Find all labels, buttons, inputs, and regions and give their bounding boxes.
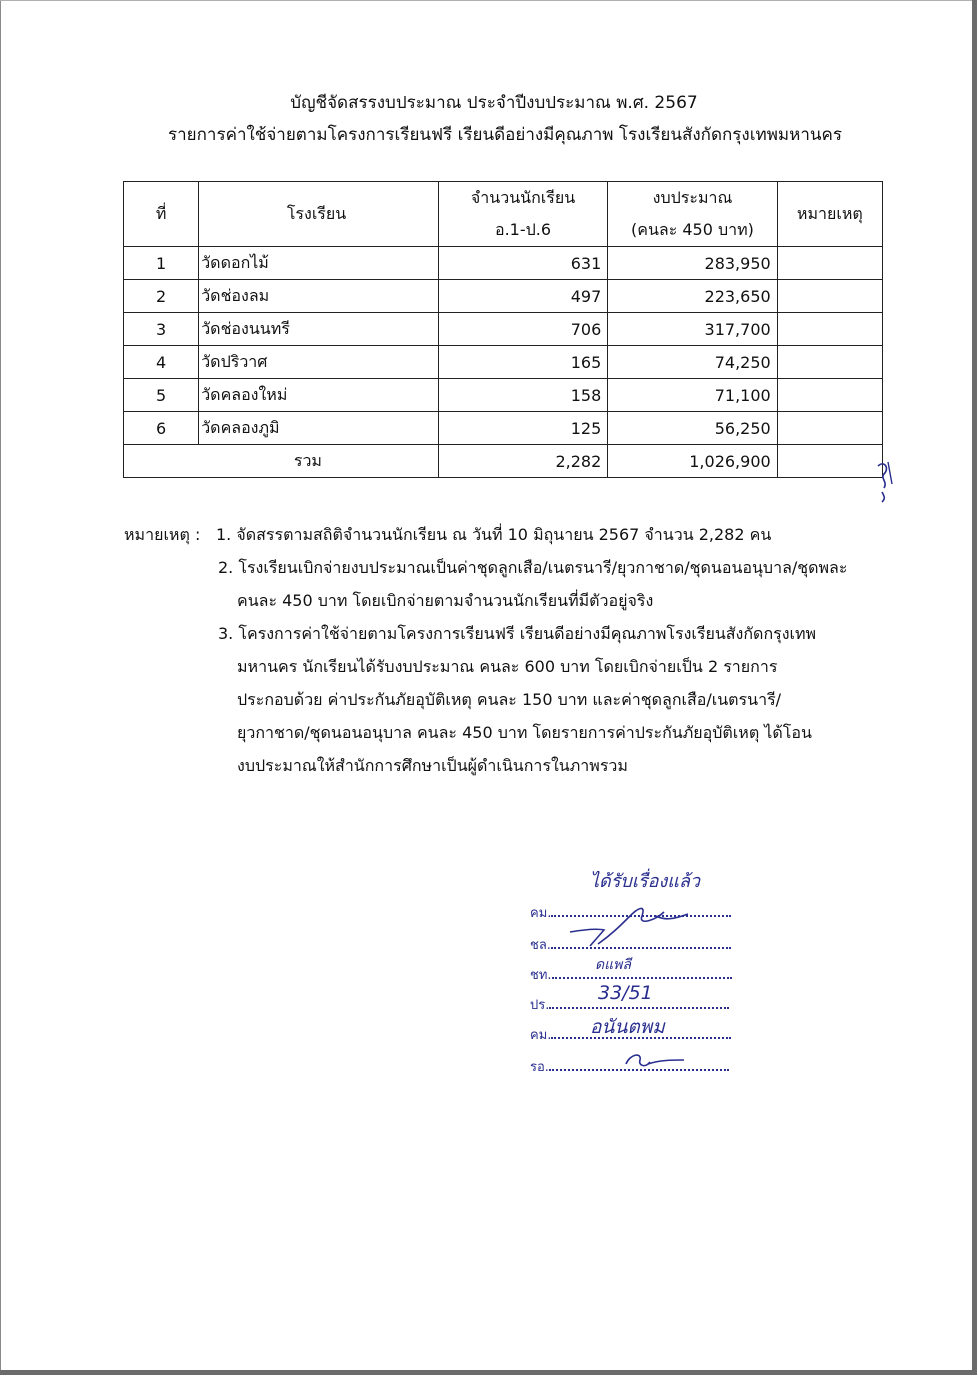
- stamp-label: รอ.: [530, 1060, 549, 1075]
- header-students-line2: อ.1-ป.6: [494, 220, 552, 239]
- header-budget-line1: งบประมาณ: [652, 188, 733, 207]
- table-row: [124, 346, 883, 379]
- total-label: รวม: [124, 445, 439, 478]
- header-students: [438, 182, 607, 247]
- page-border-top: [0, 0, 972, 1]
- row-school: วัดช่องลม: [199, 280, 439, 313]
- received-stamp: [530, 860, 760, 1090]
- header-budget: [608, 182, 777, 247]
- row-no: 4: [124, 346, 199, 379]
- row-note: [777, 412, 882, 445]
- row-students: 706: [438, 313, 607, 346]
- table-row: [124, 280, 883, 313]
- handwritten-entry: อนันตพม: [590, 1016, 665, 1038]
- row-no: 3: [124, 313, 199, 346]
- row-no: 2: [124, 280, 199, 313]
- stamp-heading: ได้รับเรื่องแล้ว: [590, 871, 700, 892]
- header-no: ที่: [124, 182, 199, 247]
- row-budget: 71,100: [608, 379, 777, 412]
- row-budget: 74,250: [608, 346, 777, 379]
- total-note: [777, 445, 882, 478]
- budget-table: [123, 181, 883, 478]
- stamp-label: ชล.: [530, 938, 551, 953]
- header-students-line1: จำนวนนักเรียน: [470, 188, 576, 207]
- row-students: 165: [438, 346, 607, 379]
- stamp-label: คม.: [530, 906, 552, 921]
- row-no: 6: [124, 412, 199, 445]
- row-students: 158: [438, 379, 607, 412]
- initials-mark: [870, 458, 900, 506]
- stamp-label: ชท.: [530, 968, 552, 983]
- total-students: 2,282: [438, 445, 607, 478]
- table-row: [124, 313, 883, 346]
- row-no: 5: [124, 379, 199, 412]
- stamp-label: คม.: [530, 1028, 552, 1043]
- header-note: หมายเหตุ: [777, 182, 882, 247]
- row-note: [777, 247, 882, 280]
- table-header-row: [124, 182, 883, 247]
- row-school: วัดคลองใหม่: [199, 379, 439, 412]
- header-school: โรงเรียน: [199, 182, 439, 247]
- stamp-label: ปร.: [530, 998, 550, 1013]
- signature-initials: [620, 1048, 690, 1074]
- row-note: [777, 379, 882, 412]
- note-line: 2. โรงเรียนเบิกจ่ายงบประมาณเป็นค่าชุดลูกเสือ/เนตรนารี/ยุวกาชาด/ชุดนอนอนุบาล/ชุดพละ: [218, 558, 848, 577]
- row-school: วัดดอกไม้: [199, 247, 439, 280]
- row-students: 125: [438, 412, 607, 445]
- handwritten-entry: 33/51: [598, 982, 653, 1004]
- document-title: บัญชีจัดสรรงบประมาณ ประจำปีงบประมาณ พ.ศ. 2567: [290, 93, 698, 113]
- row-school: วัดช่องนนทรี: [199, 313, 439, 346]
- note-line: คนละ 450 บาท โดยเบิกจ่ายตามจำนวนนักเรียนที่มีตัวอยู่จริง: [237, 591, 654, 610]
- notes-heading: หมายเหตุ :: [124, 525, 201, 544]
- signature-scribble: [560, 886, 700, 956]
- header-budget-line2: (คนละ 450 บาท): [631, 220, 754, 239]
- page-border-left: [0, 0, 1, 1370]
- table-total-row: [124, 445, 883, 478]
- note-line: มหานคร นักเรียนได้รับงบประมาณ คนละ 600 บาท โดยเบิกจ่ายเป็น 2 รายการ: [237, 657, 778, 676]
- row-school: วัดคลองภูมิ: [199, 412, 439, 445]
- row-budget: 56,250: [608, 412, 777, 445]
- row-note: [777, 313, 882, 346]
- document-subtitle: รายการค่าใช้จ่ายตามโครงการเรียนฟรี เรียนดีอย่างมีคุณภาพ โรงเรียนสังกัดกรุงเทพมหานคร: [167, 125, 843, 145]
- note-line: งบประมาณให้สำนักการศึกษาเป็นผู้ดำเนินการในภาพรวม: [237, 756, 628, 775]
- table-row: [124, 247, 883, 280]
- row-note: [777, 346, 882, 379]
- row-note: [777, 280, 882, 313]
- row-school: วัดปริวาศ: [199, 346, 439, 379]
- handwritten-entry: ดแพลี: [595, 957, 631, 973]
- note-line: 3. โครงการค่าใช้จ่ายตามโครงการเรียนฟรี เรียนดีอย่างมีคุณภาพโรงเรียนสังกัดกรุงเทพ: [218, 624, 817, 643]
- note-line: ประกอบด้วย ค่าประกันภัยอุบัติเหตุ คนละ 150 บาท และค่าชุดลูกเสือ/เนตรนารี/: [237, 690, 782, 709]
- table-row: [124, 412, 883, 445]
- row-budget: 317,700: [608, 313, 777, 346]
- dotted-line: [552, 965, 732, 979]
- row-students: 631: [438, 247, 607, 280]
- row-no: 1: [124, 247, 199, 280]
- note-line: ยุวกาชาด/ชุดนอนอนุบาล คนละ 450 บาท โดยรายการค่าประกันภัยอุบัติเหตุ ได้โอน: [237, 723, 812, 742]
- row-students: 497: [438, 280, 607, 313]
- row-budget: 283,950: [608, 247, 777, 280]
- note-line: 1. จัดสรรตามสถิติจำนวนนักเรียน ณ วันที่ 10 มิถุนายน 2567 จำนวน 2,282 คน: [216, 525, 772, 544]
- table-row: [124, 379, 883, 412]
- total-budget: 1,026,900: [608, 445, 777, 478]
- row-budget: 223,650: [608, 280, 777, 313]
